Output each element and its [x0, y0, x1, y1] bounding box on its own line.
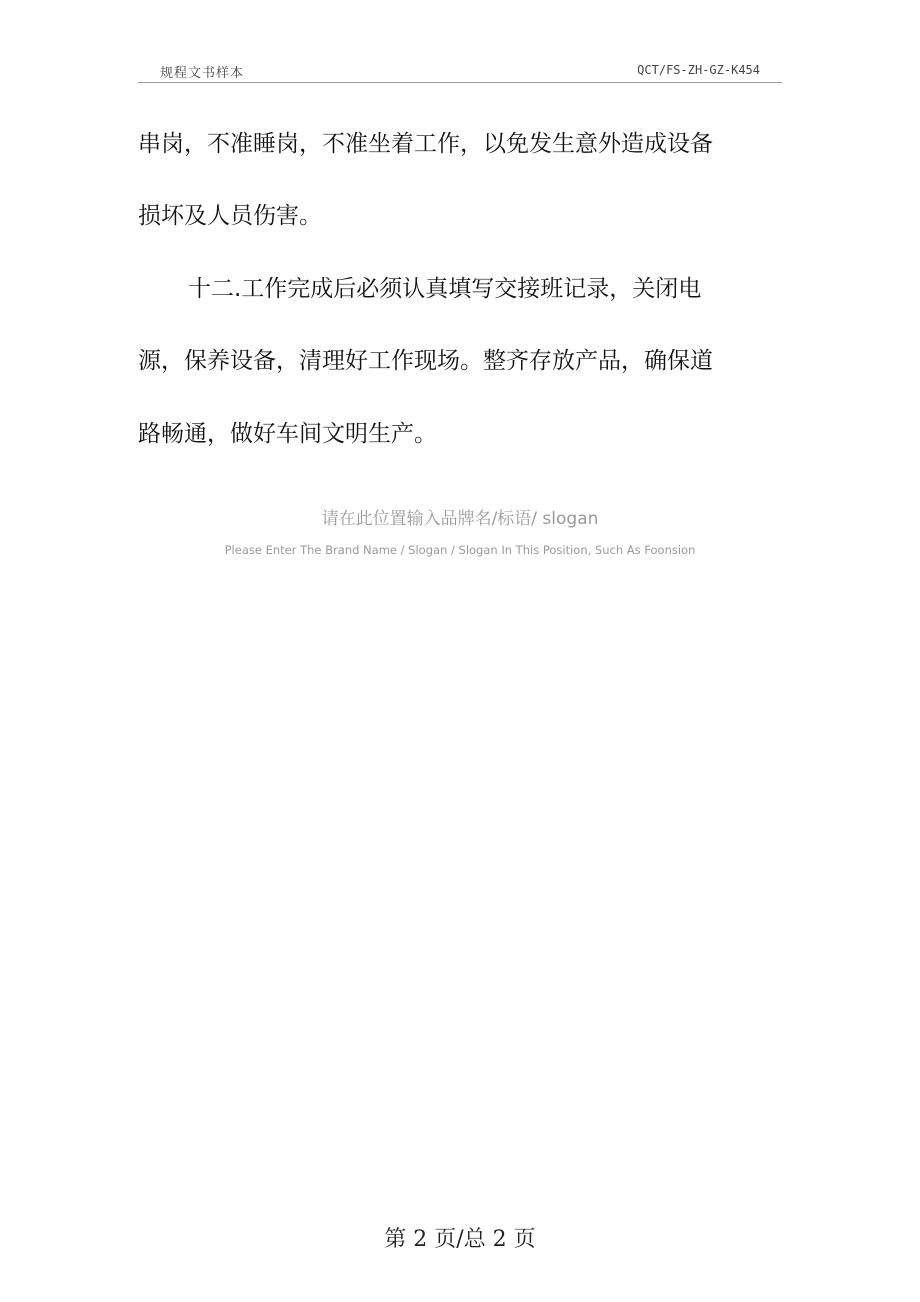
page-number: 第 2 页/总 2 页 [384, 1227, 536, 1252]
brand-slogan-cn: 请在此位置输入品牌名/标语/ slogan [321, 509, 599, 529]
body-line: 路畅通，做好车间文明生产。 [138, 421, 437, 447]
document-code: QCT/FS-ZH-GZ-K454 [637, 63, 760, 77]
body-line: 损坏及人员伤害。 [138, 203, 322, 229]
page-header [138, 60, 782, 83]
brand-slogan-en: Please Enter The Brand Name / Slogan / Slogan In This Position, Such As Foonsion [224, 543, 696, 557]
header-title: 规程文书样本 [160, 66, 245, 81]
body-line-item-12: 十二.工作完成后必须认真填写交接班记录，关闭电 [188, 276, 702, 302]
body-line: 串岗，不准睡岗，不准坐着工作，以免发生意外造成设备 [138, 131, 713, 157]
body-line: 源，保养设备，清理好工作现场。整齐存放产品，确保道 [138, 348, 713, 374]
